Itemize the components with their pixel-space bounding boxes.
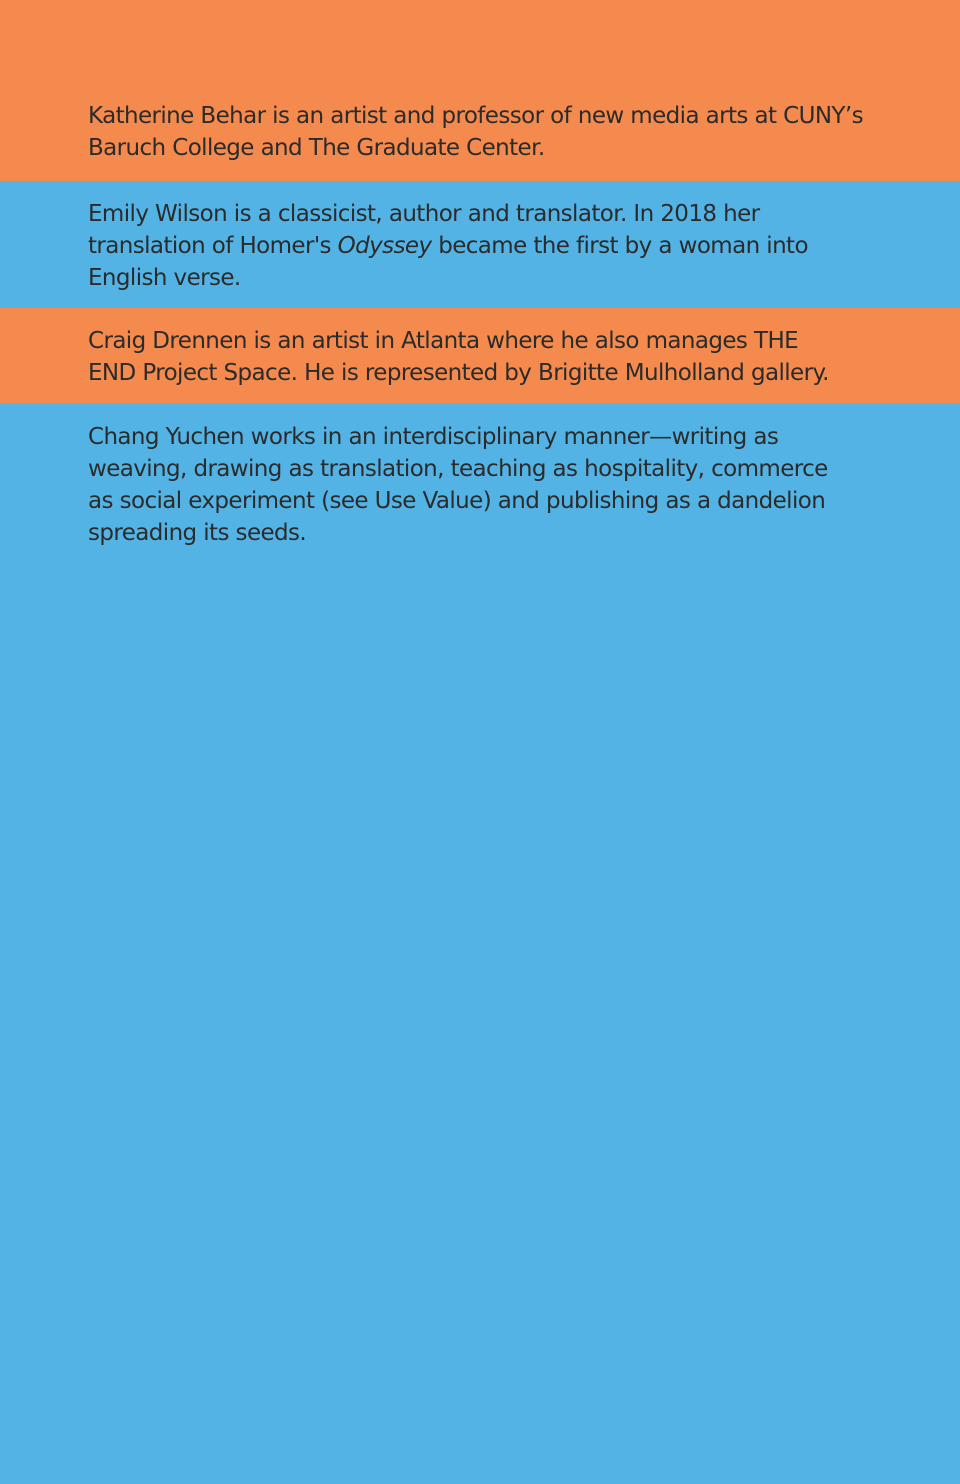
bio-katherine-behar — [88, 0, 864, 164]
bio-line: English verse. — [88, 265, 241, 291]
bio-line: Baruch College and The Graduate Center. — [88, 135, 545, 161]
bio-text: became the first by a woman into — [431, 233, 808, 259]
book-title-odyssey: Odyssey — [337, 233, 432, 259]
bio-line: Emily Wilson is a classicist, author and translator. In 2018 her — [88, 201, 760, 227]
bio-line: END Project Space. He is represented by Brigitte Mulholland gallery. — [88, 360, 829, 386]
bio-band-chang-yuchen — [0, 403, 960, 1484]
bio-line: weaving, drawing as translation, teaching as hospitality, commerce — [88, 456, 828, 482]
bio-band-katherine-behar — [0, 0, 960, 181]
bio-text: translation of Homer's — [88, 233, 338, 259]
bio-line: spreading its seeds. — [88, 520, 307, 546]
bio-line: Craig Drennen is an artist in Atlanta where he also manages THE — [88, 328, 799, 354]
bio-line: Katherine Behar is an artist and professor of new media arts at CUNY’s — [88, 103, 863, 129]
bio-line: Chang Yuchen works in an interdisciplinary manner—writing as — [88, 424, 779, 450]
bio-emily-wilson — [88, 181, 864, 294]
bio-band-emily-wilson — [0, 181, 960, 308]
bio-band-craig-drennen — [0, 308, 960, 403]
bio-line — [88, 230, 864, 262]
bio-chang-yuchen — [88, 403, 864, 549]
bio-craig-drennen — [88, 308, 864, 389]
bio-line: as social experiment (see Use Value) and publishing as a dandelion — [88, 488, 826, 514]
